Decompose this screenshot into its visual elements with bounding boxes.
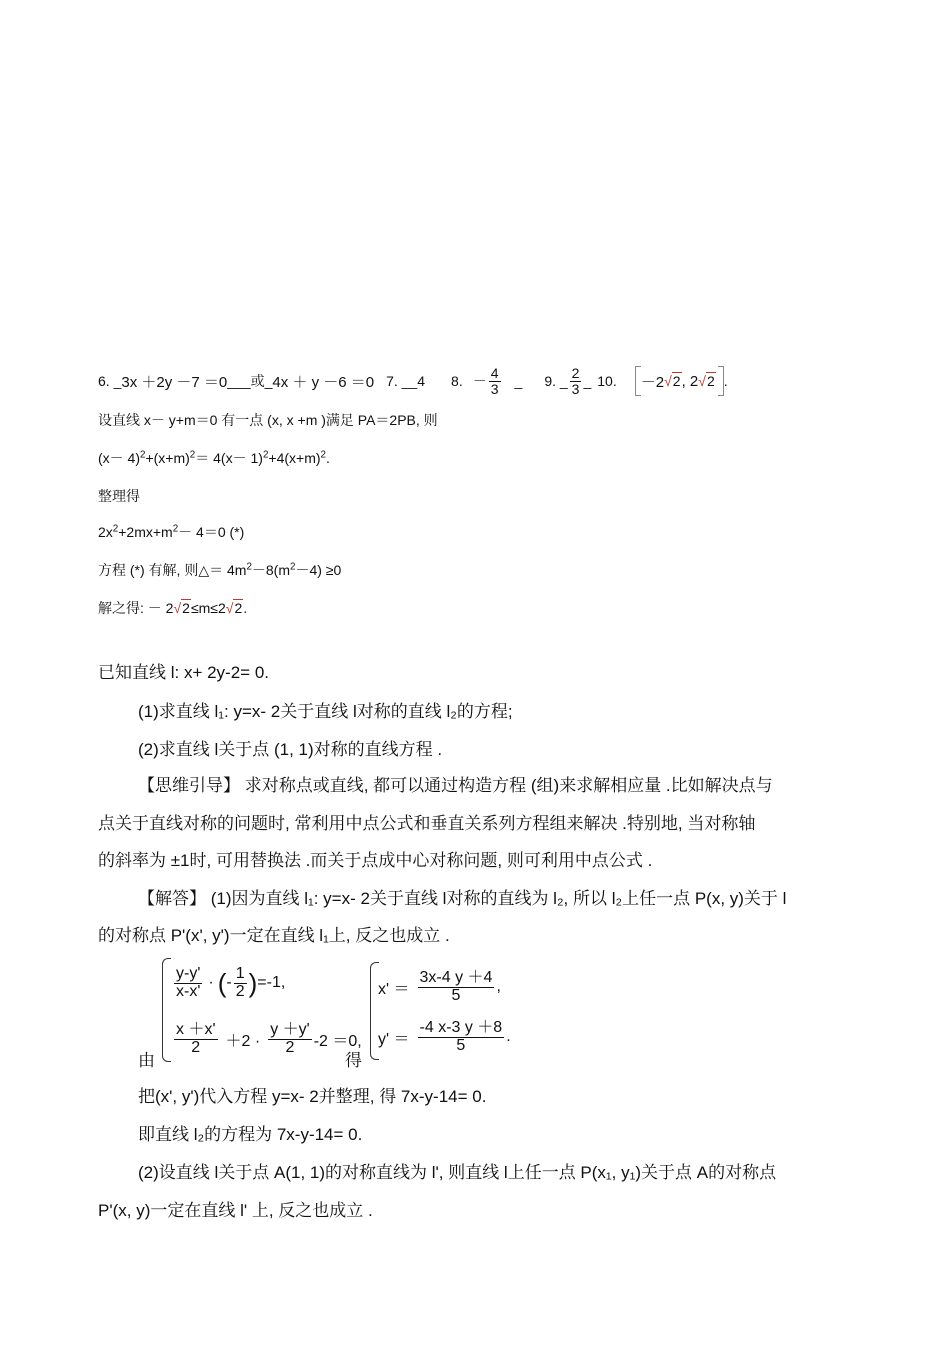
solution-line-3: 整理得 <box>98 488 140 504</box>
q10-separator: , 2 <box>681 372 699 390</box>
system-1-row-1: $\frac{y-y'}{x-x'}$ · ( - $\frac{1}{2}$ ) =-1, <box>176 964 286 1000</box>
problem-part-1: (1)求直线 l₁: y=x- 2关于直线 l对称的直线 l₂的方程; <box>138 702 513 721</box>
solution-line-2: $(x- 4)^2+(x+m)^2= 4(x- 1)^2+4(x+m)^2$. <box>98 449 330 466</box>
solution-line-4: $2x^2+2mx+m^2- 4=0$ (*) <box>98 523 245 540</box>
q8-fraction: $\frac{4}{3}$ <box>490 364 499 397</box>
system-1-row-2: $\frac{x +x'}{2}$ ＋2 · $\frac{y +y'}{2}$ -2 ＝0, <box>176 1020 362 1056</box>
answer-line-1: 【解答】 (1)因为直线 l₁: y=x- 2关于直线 l对称的直线为 l₂, 所以 l₂上任一点 P(x, y)关于 l <box>138 889 787 908</box>
answer-line-2: 的对称点 P'(x', y')一定在直线 l₁上, 反之也成立 . <box>98 926 450 945</box>
q6-equation-1: 3x ＋2y －7 ＝0 <box>121 373 228 391</box>
q9-tail: _ <box>583 373 592 389</box>
q7-answer: 7. __4 <box>386 373 426 389</box>
problem-stem: 已知直线 l: x+ 2y-2= 0. <box>98 663 269 682</box>
system-2-row-2: y' ＝ $\frac{-4 x-3 y +8}{5}$ . <box>378 1018 511 1054</box>
guide-line-1: 【思维引导】 求对称点或直线, 都可以通过构造方程 (组)来求解相应量 .比如解决点与 <box>138 776 773 795</box>
substitute-line-1: 把(x', y')代入方程 y=x- 2并整理, 得 7x-y-14= 0. <box>138 1087 487 1106</box>
part-2-answer-line-1: (2)设直线 l关于点 A(1, 1)的对称直线为 l', 则直线 l上任一点 P(x₁, y₁)关于点 A的对称点 <box>138 1163 777 1182</box>
q6-or: ___或_ <box>227 373 273 389</box>
q8-tail: _ <box>514 373 523 389</box>
problem-part-2: (2)求直线 l关于点 (1, 1)对称的直线方程 . <box>138 740 443 759</box>
guide-line-2: 点关于直线对称的问题时, 常利用中点公式和垂直关系列方程组来解决 .特别地, 当对称轴 <box>98 814 756 833</box>
part-2-answer-line-2: P'(x, y)一定在直线 l' 上, 反之也成立 . <box>98 1201 373 1220</box>
substitute-line-2: 即直线 l₂的方程为 7x-y-14= 0. <box>138 1125 363 1144</box>
solution-line-6: 解之得: － 2√2≤m≤2√2. <box>98 600 248 616</box>
guide-line-3: 的斜率为 ±1时, 可用替换法 .而关于点成中心对称问题, 则可利用中点公式 . <box>98 851 653 870</box>
q10-end: . <box>723 373 728 389</box>
answer-row <box>98 366 728 396</box>
q10-number: 10. <box>597 373 617 389</box>
q6-number: 6. _ <box>98 373 122 389</box>
q8-number: 8. <box>451 373 463 389</box>
q6-equation-2: 4x ＋ y －6 ＝0 <box>272 373 375 391</box>
system-1-brace <box>162 958 171 1062</box>
q9-number: 9. _ <box>544 373 568 389</box>
solution-line-1: 设直线 x－ y+m＝0 有一点 (x, x +m )满足 PA＝2PB, 则 <box>98 412 438 428</box>
q10-sqrt-1: √2 <box>664 373 681 389</box>
sqrt-2: √2 <box>225 600 243 616</box>
get-label: 得 <box>345 1051 362 1070</box>
solution-line-5: 方程 (*) 有解, 则△＝ $4m^2-8(m^2-4) \ge 0$ <box>98 561 342 578</box>
system-2-row-1: x' ＝ $\frac{3x-4 y +4}{5}$ , <box>378 968 501 1004</box>
q9-fraction: $\frac{2}{3}$ <box>571 364 580 397</box>
by-label: 由 <box>138 1051 155 1070</box>
q8-sign: － <box>472 373 487 389</box>
q10-lower: －2 <box>640 373 665 391</box>
q10-sqrt-2: √2 <box>698 373 715 389</box>
sqrt-1: √2 <box>173 600 190 616</box>
